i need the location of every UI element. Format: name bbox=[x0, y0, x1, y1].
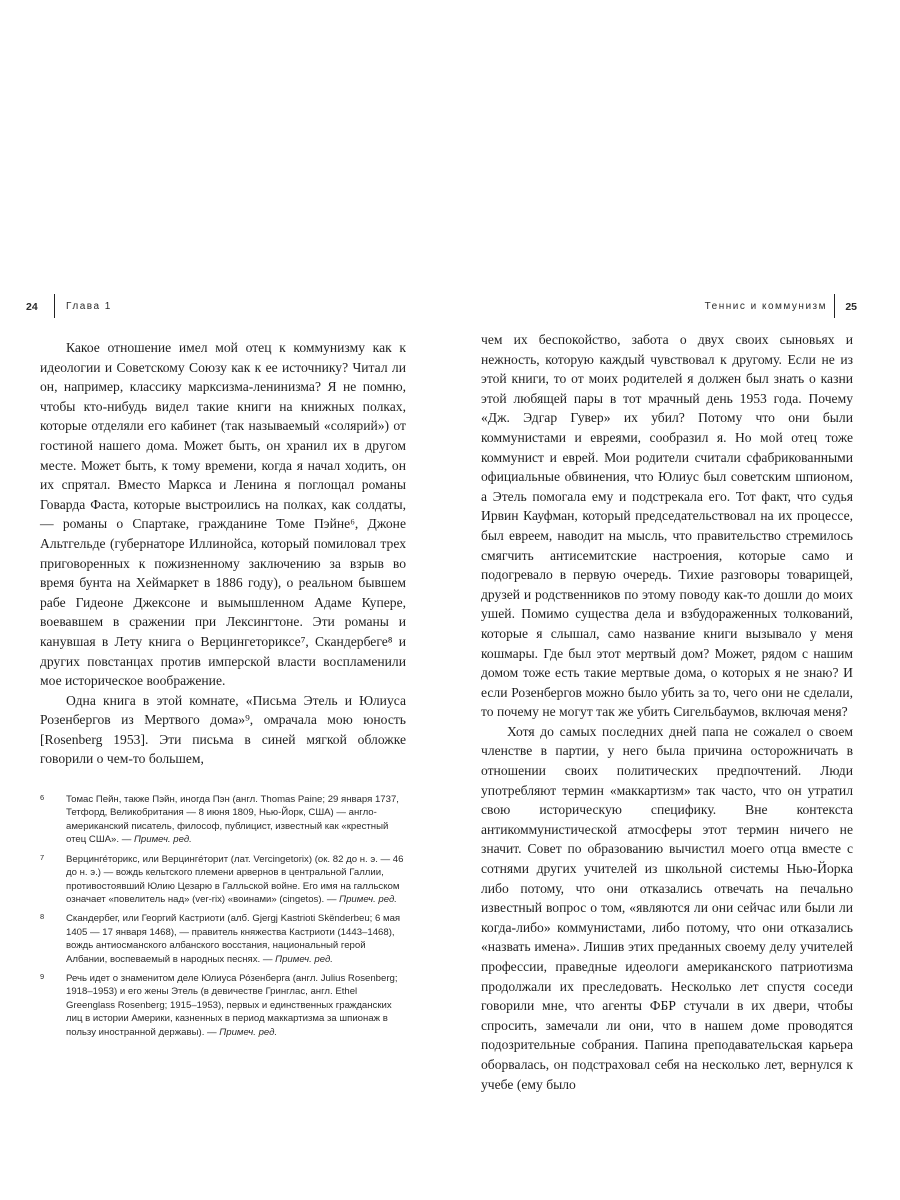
footnote bbox=[40, 853, 406, 907]
footnote-text: Томас Пейн, также Пэйн, иногда Пэн (англ. Thomas Paine; 29 января 1737, Тетфорд, Великобритания — 8 июня 1809, Нью-Йорк, США) — англо-американский писатель, философ, публицист, известный как «крестный отец США». bbox=[66, 794, 399, 846]
editor-note: — Примеч. ред. bbox=[121, 834, 192, 846]
left-page bbox=[26, 290, 406, 1045]
footnotes bbox=[40, 793, 406, 1039]
footnote-text: Верцинге́торикс, или Верцинге́торит (лат. Vercingetorix) (ок. 82 до н. э. — 46 до н. э.) — вождь кельтского племени арвернов в центральной Галлии, противостоявший Юлию Цезарю в Галльской войне. Его имя на галльском означает «повелитель над» (ver-rix) «воинами» (cingetos). bbox=[66, 853, 404, 905]
header-divider bbox=[834, 294, 835, 318]
footnote bbox=[40, 912, 406, 966]
editor-note: — Примеч. ред. bbox=[262, 953, 333, 965]
header-divider bbox=[54, 294, 55, 318]
footnote bbox=[40, 972, 406, 1039]
footnote-text: Речь идет о знаменитом деле Юлиуса Ро́зенберга (англ. Julius Rosenberg; 1918–1953) и его жены Этель (в девичестве Гринглас, англ. Ethel Greenglass Rosenberg; 1915–1953), первых и единственных гражданских лиц в истории Америки, казненных в период маккартизма за шпионаж в пользу иностранной державы). bbox=[66, 972, 398, 1038]
footnote-number: 6 bbox=[40, 793, 45, 803]
footnote-number: 9 bbox=[40, 971, 45, 981]
right-page bbox=[481, 290, 857, 1094]
footnote-number: 8 bbox=[40, 912, 45, 922]
paragraph: Одна книга в этой комнате, «Письма Этель и Юлиуса Розенбергов из Мертвого дома»⁹, омрачала мою юность [Rosenberg 1953]. Эти письма в синей мягкой обложке говорили о чем-то большем, bbox=[40, 692, 406, 767]
left-page-number: 24 bbox=[26, 301, 38, 313]
section-title: Теннис и коммунизм bbox=[704, 301, 827, 312]
editor-note: — Примеч. ред. bbox=[207, 1026, 278, 1038]
footnote bbox=[40, 793, 406, 847]
footnote-number: 7 bbox=[40, 852, 45, 862]
chapter-title: Глава 1 bbox=[66, 301, 112, 312]
editor-note: — Примеч. ред. bbox=[326, 893, 397, 905]
footnote-text: Скандербег, или Георгий Кастриоти (алб. Gjergj Kastrioti Skënderbeu; 6 мая 1405 — 17 января 1468), — правитель княжества Кастриоти (1443–1468), вождь антиосманского албанского восстания, национальный герой Албании, воспеваемый в народных песнях. bbox=[66, 913, 401, 965]
right-running-head bbox=[481, 290, 857, 316]
right-body-text bbox=[481, 330, 853, 1094]
paragraph: чем их беспокойство, забота о двух своих сыновьях и нежность, которую каждый чувствовал к другому. Если не из этой книги, то от моих родителей я должен был знать о казни этой любящей пары в тот мрачный день 1953 года. Почему «Дж. Эдгар Гувер» их убил? Потому что они были коммунистами и евреями, сообразил я. Но мой отец тоже коммунист и еврей. Мои родители считали сфабрикованными официальные обвинения, что Юлиус был советским шпионом, а Этель помогала ему и подстрекала его. Тот факт, что судья Ирвин Кауфман, который председательствовал на их процессе, был евреем, наводит на мысль, что правительство стремилось смягчить антисемитские настроения, которые само и подогревало в первую очередь. Тихие разговоры товарищей, друзей и родственников по этому поводу как-то дошли до моих ушей. Помимо существа дела и взбудораженных толкований, которые я слышал, само название книги вызывало у меня кошмары. Где был этот мертвый дом? Может, рядом с нашим домом тоже есть такие мертвые дома, о которых я не знаю? И если Розенбергов можно было убить за то, чего они не сделали, то почему не могут так же убить Сигельбаумов, включая меня? bbox=[481, 332, 853, 720]
right-page-number: 25 bbox=[845, 301, 857, 313]
paragraph: Какое отношение имел мой отец к коммунизму как к идеологии и Советскому Союзу как к ее источнику? Читал ли он, например, классику марксизма-ленинизма? Я не помню, чтобы кто-нибудь видел такие книги на книжных полках, которые отделяли его кабинет (так называемый «солярий») от гостиной нашего дома. Может быть, он хранил их в другом месте. Может быть, к тому времени, когда я начал ходить, он их спрятал. Вместо Маркса и Ленина я поглощал романы Говарда Фаста, которые выстроились на полках, как солдаты, — романы о Спартаке, гражданине Томе Пэйне⁶, Джоне Альтгельде (губернаторе Иллинойса, который помиловал трех приговоренных к пожизненному заключению за взрыв во время бунта на Хеймаркет в 1886 году), о реальном бывшем рабе Гидеоне Джексоне и вымышленном Адаме Купере, воевавшем в сражении при Лексингтоне. Эти романы и канувшая в Лету книга о Верцингеториксе⁷, Скандербеге⁸ и других повстанцах против имперской власти воспламенили мое историческое воображение. bbox=[40, 340, 406, 689]
paragraph: Хотя до самых последних дней папа не сожалел о своем членстве в партии, у него была причина осторожничать в отношении своих политических предпочтений. Люди употребляют термин «маккартизм» так часто, что он утратил свою историческую специфику. Вне контекста антикоммунистической атмосферы этот термин ничего не значит. Совет по образованию вычистил моего отца вместе с сотнями других учителей из школьной системы Нью-Йорка либо потому, что они отказались отвечать на печально известный вопрос о том, «являются ли они сейчас или были ли когда-либо» коммунистами, либо потому, что они отказались «назвать имена». Лишив этих преданных своему делу учителей профессии, праведные идеологи американского патриотизма продолжали их преследовать. Несколько лет спустя соседи говорили мне, что агенты ФБР стучали в их двери, чтобы спросить, замечали ли они, что в нашем доме проводятся подозрительные собрания. Папина преподавательская карьера оборвалась, он подстраховал себя на несколько лет, вернулся к учебе (ему было bbox=[481, 723, 853, 1092]
left-running-head bbox=[26, 290, 406, 316]
left-body-text bbox=[40, 338, 406, 769]
